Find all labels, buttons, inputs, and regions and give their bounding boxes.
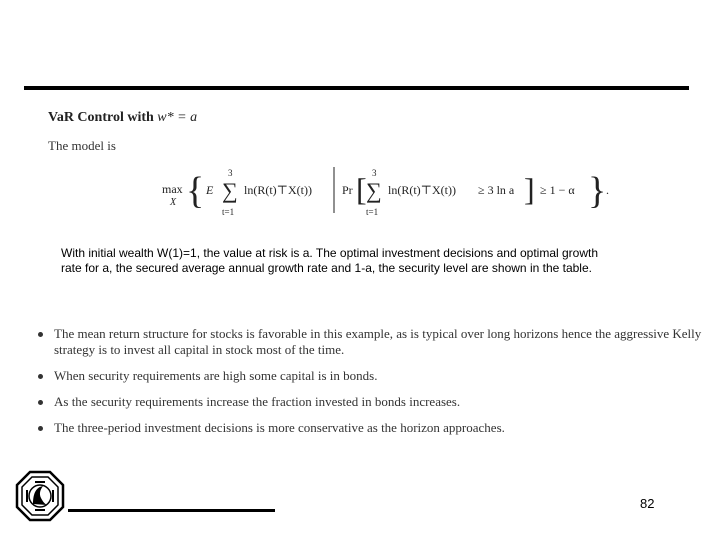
institution-logo-icon <box>15 470 65 522</box>
heading-text: VaR Control with <box>48 110 154 125</box>
bullet-dot-icon <box>38 400 43 405</box>
bullet-text: The mean return structure for stocks is favorable in this example, as is typical over long horizons hence the aggressive Kelly strategy is to invest all capital in stock most of the time. <box>54 326 702 357</box>
formula-max: max <box>162 182 183 196</box>
formula-left-brace: { <box>186 170 205 212</box>
page-number: 82 <box>640 496 655 511</box>
formula-expect: E <box>206 183 214 197</box>
bullet-item <box>38 368 703 384</box>
bullet-item <box>38 420 703 436</box>
formula-sum-bottom-1: t=1 <box>222 207 235 217</box>
model-intro: The model is <box>48 138 116 153</box>
formula-period: . <box>606 183 609 197</box>
formula-rhs: ≥ 1 − α <box>540 183 575 197</box>
formula-term-1: ln(R(t)⊤X(t)) <box>244 183 312 197</box>
formula-sum-2: ∑ <box>366 178 382 203</box>
formula-sum-bottom-2: t=1 <box>366 207 379 217</box>
bullet-dot-icon <box>38 374 43 379</box>
caption-text: With initial wealth W(1)=1, the value at risk is a. The optimal investment decisions and optimal growth rate for a, the secured average annual growth rate and 1-a, the security level are shown in the table. <box>61 246 599 275</box>
formula-left-bracket: [ <box>356 171 367 207</box>
heading-math: w* = a <box>157 110 198 125</box>
bullet-item <box>38 394 703 410</box>
formula-pr: Pr <box>342 183 353 197</box>
bullet-text: When security requirements are high some capital is in bonds. <box>54 368 378 383</box>
footer-divider <box>68 509 275 512</box>
top-divider <box>24 86 689 90</box>
formula-right-brace: } <box>588 170 607 212</box>
section-heading <box>48 110 197 126</box>
formula-max-sub: X <box>170 197 177 208</box>
formula-right-bracket: ] <box>524 171 535 207</box>
bullet-dot-icon <box>38 332 43 337</box>
bullet-text: The three-period investment decisions is more conservative as the horizon approaches. <box>54 420 505 435</box>
model-formula <box>160 165 620 220</box>
bullet-list <box>38 326 703 446</box>
formula-sum-top-2: 3 <box>372 168 377 178</box>
formula-sum-top-1: 3 <box>228 168 233 178</box>
bullet-dot-icon <box>38 426 43 431</box>
bullet-text: As the security requirements increase the fraction invested in bonds increases. <box>54 394 461 409</box>
formula-sum-1: ∑ <box>222 178 238 203</box>
formula-inequality: ≥ 3 ln a <box>478 183 515 197</box>
formula-term-2: ln(R(t)⊤X(t)) <box>388 183 456 197</box>
bullet-item <box>38 326 703 358</box>
